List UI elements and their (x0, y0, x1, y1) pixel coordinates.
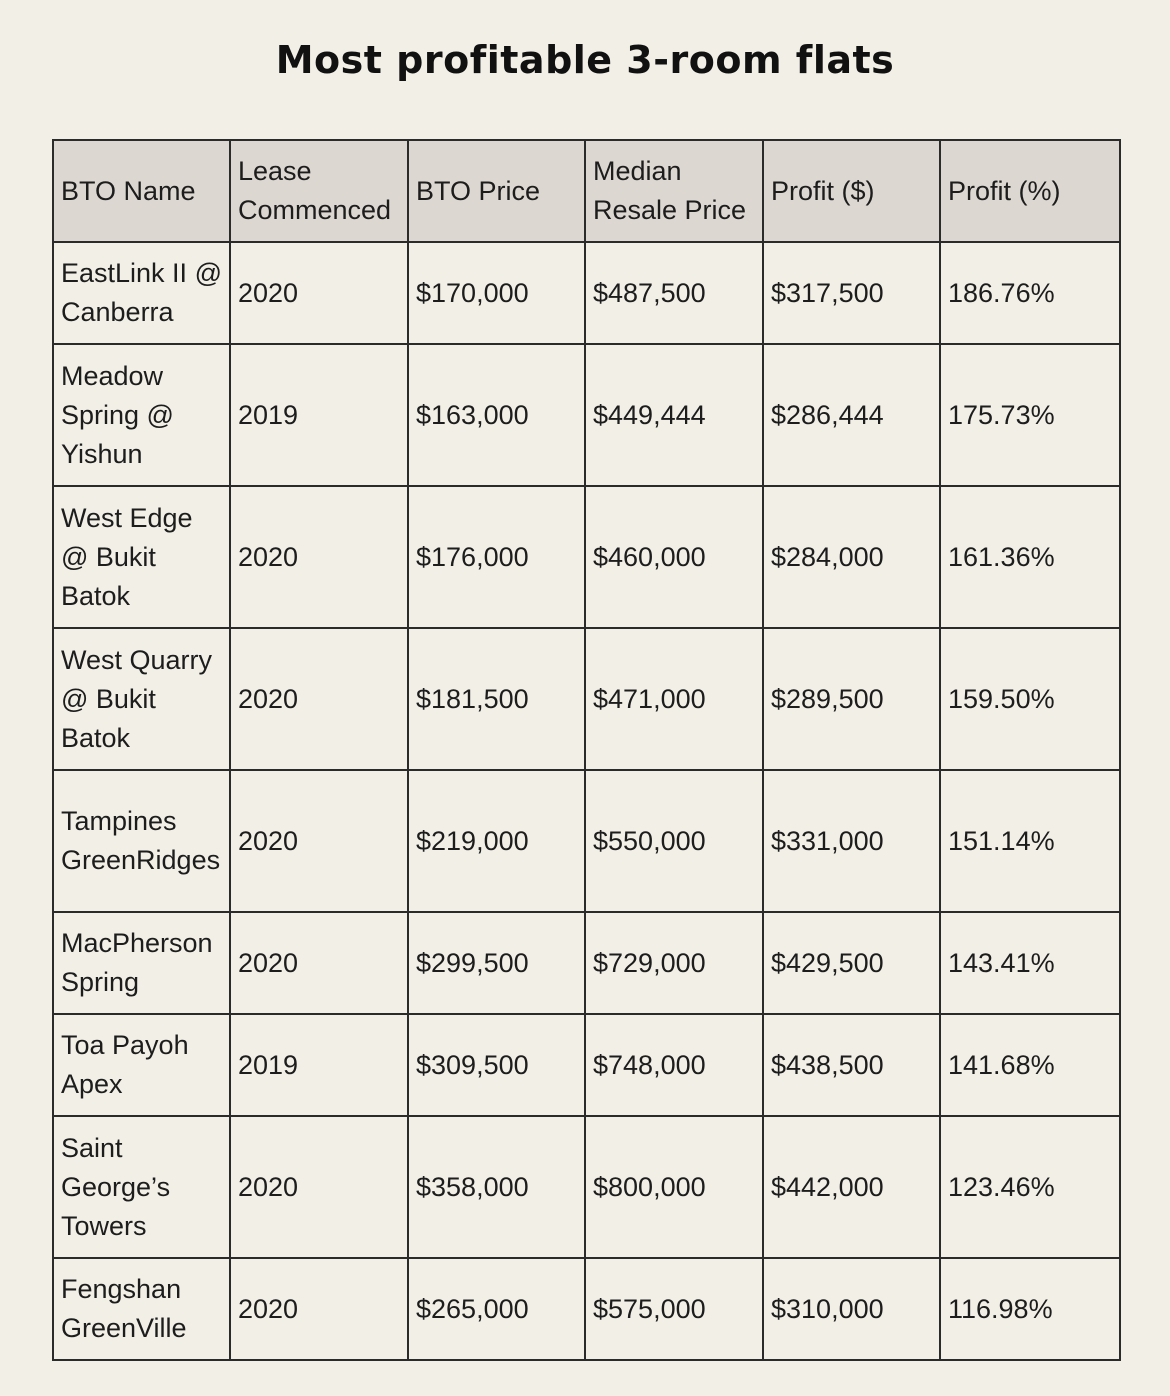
table-row (53, 628, 1120, 770)
table-row (53, 344, 1120, 486)
cell-profit-percent: 151.14% (940, 770, 1120, 912)
cell-resale-price: $449,444 (585, 344, 763, 486)
cell-bto-price: $299,500 (408, 912, 585, 1014)
cell-bto-price: $219,000 (408, 770, 585, 912)
header-profit-percent: Profit (%) (940, 140, 1120, 242)
cell-bto-name: MacPherson Spring (53, 912, 230, 1014)
cell-profit-percent: 123.46% (940, 1116, 1120, 1258)
cell-bto-price: $358,000 (408, 1116, 585, 1258)
cell-profit: $284,000 (763, 486, 940, 628)
cell-profit-percent: 159.50% (940, 628, 1120, 770)
cell-bto-name: Fengshan GreenVille (53, 1258, 230, 1360)
cell-profit-percent: 141.68% (940, 1014, 1120, 1116)
table-row (53, 242, 1120, 344)
cell-bto-price: $176,000 (408, 486, 585, 628)
cell-bto-price: $170,000 (408, 242, 585, 344)
cell-profit: $438,500 (763, 1014, 940, 1116)
cell-resale-price: $575,000 (585, 1258, 763, 1360)
cell-profit-percent: 116.98% (940, 1258, 1120, 1360)
cell-resale-price: $550,000 (585, 770, 763, 912)
header-bto-name: BTO Name (53, 140, 230, 242)
cell-lease: 2020 (230, 628, 408, 770)
table-header-row (53, 140, 1120, 242)
cell-resale-price: $460,000 (585, 486, 763, 628)
cell-resale-price: $748,000 (585, 1014, 763, 1116)
cell-bto-name: West Quarry @ Bukit Batok (53, 628, 230, 770)
cell-bto-name: West Edge @ Bukit Batok (53, 486, 230, 628)
cell-bto-name: EastLink II @ Canberra (53, 242, 230, 344)
cell-resale-price: $487,500 (585, 242, 763, 344)
cell-bto-price: $181,500 (408, 628, 585, 770)
cell-lease: 2019 (230, 1014, 408, 1116)
cell-bto-price: $163,000 (408, 344, 585, 486)
cell-lease: 2020 (230, 912, 408, 1014)
cell-profit-percent: 186.76% (940, 242, 1120, 344)
cell-profit: $429,500 (763, 912, 940, 1014)
cell-resale-price: $471,000 (585, 628, 763, 770)
table-row (53, 1258, 1120, 1360)
cell-resale-price: $729,000 (585, 912, 763, 1014)
cell-profit: $317,500 (763, 242, 940, 344)
table-row (53, 1014, 1120, 1116)
cell-profit: $286,444 (763, 344, 940, 486)
cell-profit: $310,000 (763, 1258, 940, 1360)
header-median-resale-price: Median Resale Price (585, 140, 763, 242)
cell-profit: $289,500 (763, 628, 940, 770)
header-profit-dollars: Profit ($) (763, 140, 940, 242)
table-row (53, 770, 1120, 912)
cell-lease: 2020 (230, 770, 408, 912)
cell-profit-percent: 143.41% (940, 912, 1120, 1014)
cell-resale-price: $800,000 (585, 1116, 763, 1258)
cell-lease: 2019 (230, 344, 408, 486)
cell-lease: 2020 (230, 1116, 408, 1258)
cell-profit-percent: 161.36% (940, 486, 1120, 628)
cell-bto-price: $265,000 (408, 1258, 585, 1360)
cell-bto-name: Saint George’s Towers (53, 1116, 230, 1258)
table-row (53, 1116, 1120, 1258)
cell-lease: 2020 (230, 242, 408, 344)
profit-table (52, 139, 1121, 1361)
header-lease-commenced: Lease Commenced (230, 140, 408, 242)
table-row (53, 912, 1120, 1014)
cell-bto-name: Tampines GreenRidges (53, 770, 230, 912)
cell-bto-price: $309,500 (408, 1014, 585, 1116)
page-title: Most profitable 3-room flats (275, 38, 895, 82)
cell-profit-percent: 175.73% (940, 344, 1120, 486)
cell-lease: 2020 (230, 1258, 408, 1360)
cell-bto-name: Meadow Spring @ Yishun (53, 344, 230, 486)
cell-lease: 2020 (230, 486, 408, 628)
table-row (53, 486, 1120, 628)
cell-bto-name: Toa Payoh Apex (53, 1014, 230, 1116)
cell-profit: $442,000 (763, 1116, 940, 1258)
header-bto-price: BTO Price (408, 140, 585, 242)
cell-profit: $331,000 (763, 770, 940, 912)
